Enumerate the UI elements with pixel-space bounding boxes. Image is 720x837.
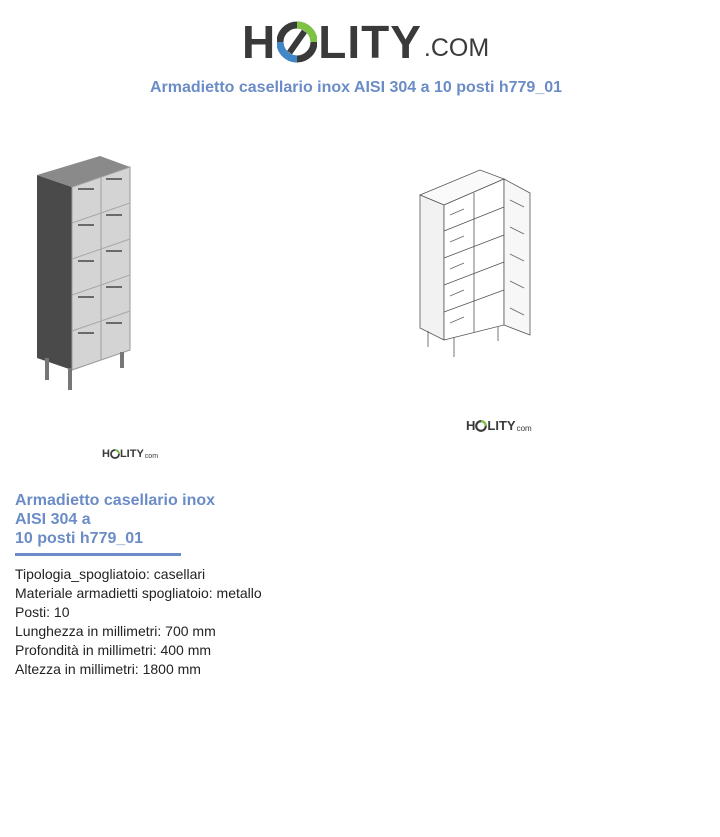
product-image-closed[interactable]	[30, 150, 140, 395]
title-underline	[15, 553, 181, 556]
locker-open-illustration	[412, 165, 537, 365]
product-image-open[interactable]	[412, 165, 537, 365]
logo-o-icon	[475, 420, 487, 432]
logo-o-icon	[110, 449, 120, 459]
watermark-logo-right: H LITY com	[466, 418, 532, 433]
spec-line: Tipologia_spogliatoio: casellari	[15, 566, 206, 582]
spec-line: Altezza in millimetri: 1800 mm	[15, 661, 201, 677]
watermark-logo-left: H LITY com	[102, 448, 159, 460]
spec-line: Profondità in millimetri: 400 mm	[15, 642, 212, 658]
logo-letter-h: H	[242, 16, 277, 68]
product-title-line: Armadietto casellario inox	[15, 492, 216, 509]
spec-line: Materiale armadietti spogliatoio: metallo	[15, 585, 262, 601]
product-title-line: AISI 304 a	[15, 511, 91, 528]
site-logo[interactable]	[242, 12, 489, 68]
spec-line: Lunghezza in millimetri: 700 mm	[15, 623, 216, 639]
product-title	[15, 491, 235, 548]
logo-o-icon	[277, 21, 317, 63]
logo-suffix: .COM	[423, 34, 490, 62]
logo-letters-lity: LITY	[318, 16, 422, 68]
product-title-line: 10 posti h779_01	[15, 530, 144, 547]
product-specs	[15, 565, 262, 679]
locker-closed-illustration	[30, 150, 140, 395]
page-title: Armadietto casellario inox AISI 304 a 10 posti h779_01	[149, 79, 563, 96]
spec-line: Posti: 10	[15, 604, 70, 620]
